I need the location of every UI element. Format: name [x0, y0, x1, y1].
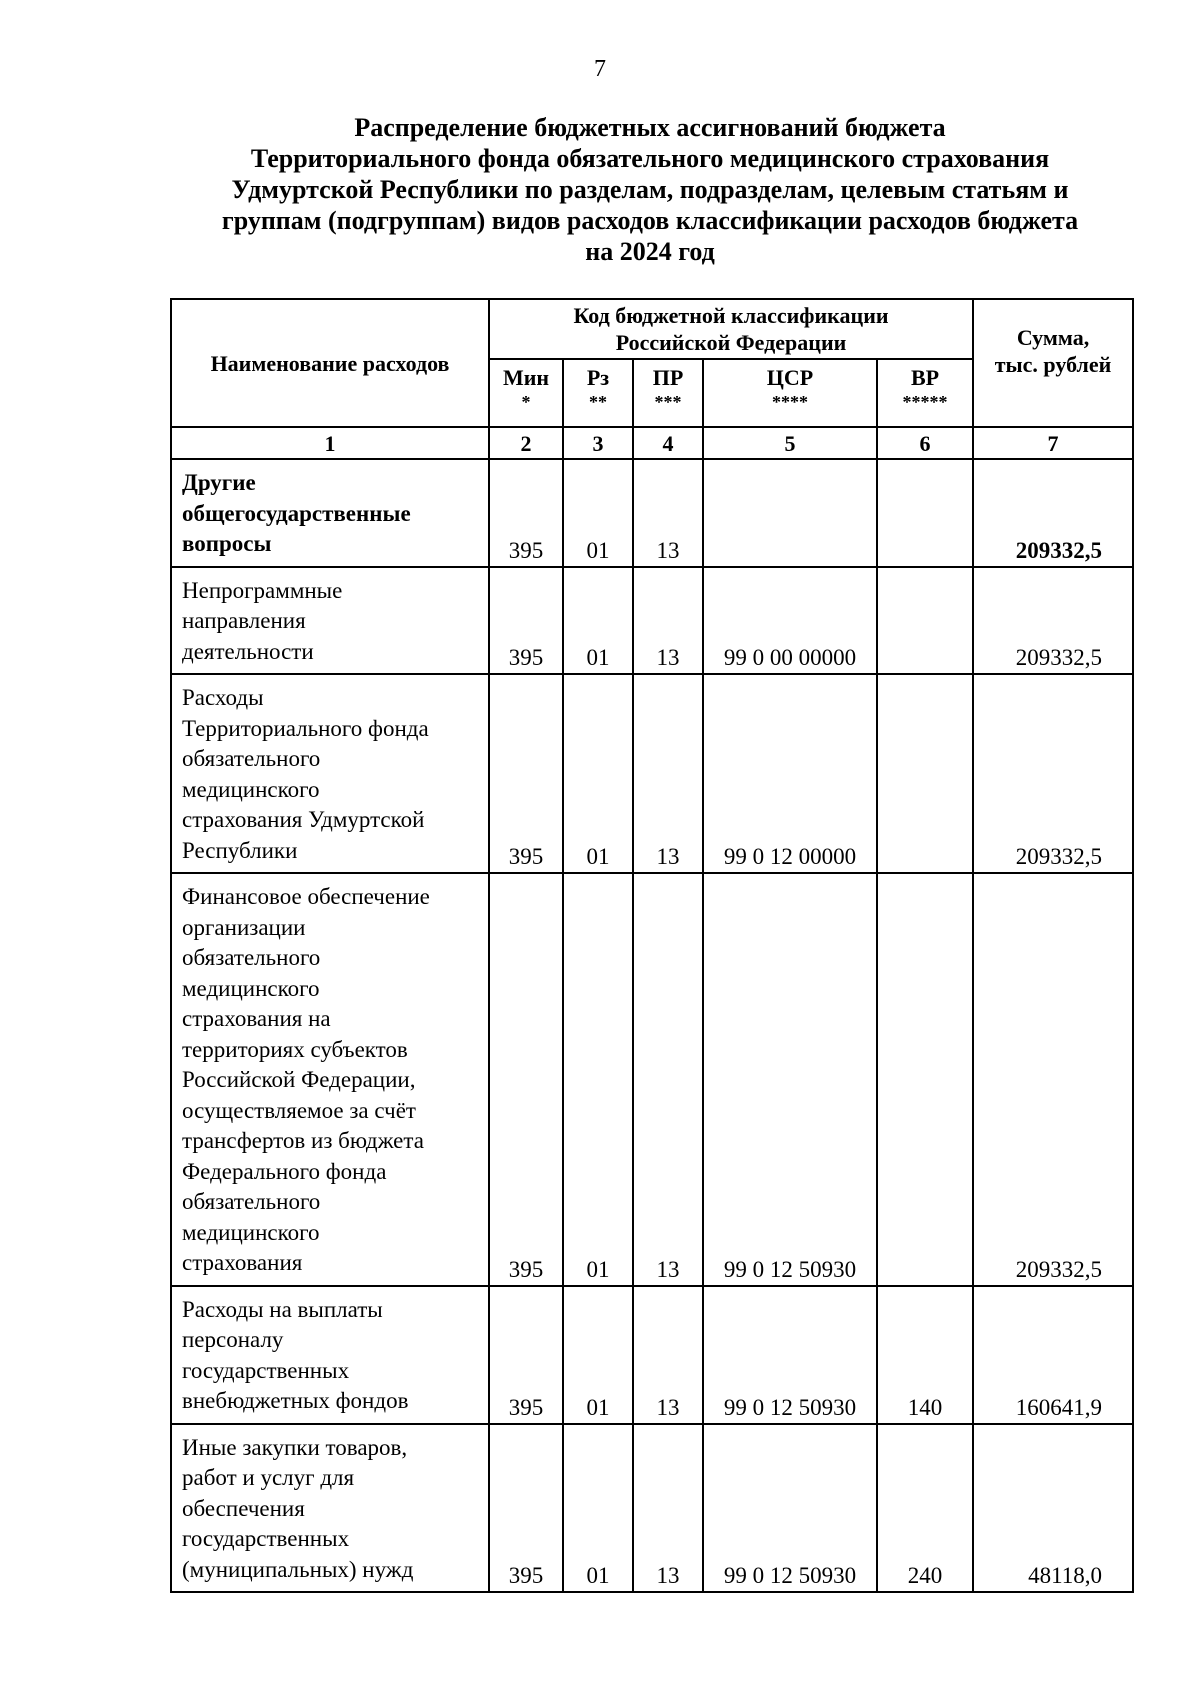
column-number: 4: [633, 427, 703, 459]
expense-name: [171, 567, 489, 675]
code-csr: 99 0 00 00000: [703, 567, 877, 675]
page-number: 7: [594, 56, 606, 82]
column-number: 7: [973, 427, 1133, 459]
expense-name-line: страхования: [182, 1250, 303, 1275]
expense-name-line: общегосударственные: [182, 500, 411, 526]
table-row: [171, 1286, 1133, 1424]
table-row: [171, 1424, 1133, 1593]
expense-name-line: Иные закупки товаров,: [182, 1434, 408, 1460]
column-number: 5: [703, 427, 877, 459]
expense-name-line: вопросы: [182, 531, 272, 556]
expense-name-line: территориях субъектов: [182, 1036, 408, 1062]
expense-name: [171, 459, 489, 567]
amount: 160641,9: [973, 1286, 1133, 1424]
expense-name-line: медицинского: [182, 975, 320, 1001]
header-min: Мин *: [489, 359, 563, 427]
code-pr: 13: [633, 674, 703, 873]
table-row: [171, 674, 1133, 873]
column-number: 1: [171, 427, 489, 459]
code-vr: 240: [877, 1424, 973, 1593]
expense-name-line: медицинского: [182, 776, 320, 802]
amount: 209332,5: [973, 459, 1133, 567]
expense-name-line: Российской Федерации,: [182, 1067, 416, 1092]
code-min: 395: [489, 1286, 563, 1424]
table-row: [171, 567, 1133, 675]
expense-name-line: работ и услуг для: [182, 1465, 355, 1490]
expense-name-line: обязательного: [182, 945, 321, 970]
code-vr: 140: [877, 1286, 973, 1424]
code-rz: 01: [563, 567, 633, 675]
column-number: 6: [877, 427, 973, 459]
expense-name-line: страхования Удмуртской: [182, 807, 425, 832]
expense-name: [171, 873, 489, 1286]
expense-name-line: государственных: [182, 1526, 350, 1551]
expense-name-line: Республики: [182, 837, 298, 863]
code-rz: 01: [563, 674, 633, 873]
amount: 209332,5: [973, 873, 1133, 1286]
title-line: Удмуртской Республики по разделам, подразделам, целевым статьям и: [231, 175, 1069, 204]
code-pr: 13: [633, 1424, 703, 1593]
expense-name-line: осуществляемое за счёт: [182, 1097, 416, 1123]
expense-name-line: трансфертов из бюджета: [182, 1128, 424, 1153]
expense-name-line: Расходы: [182, 685, 264, 710]
column-number: 3: [563, 427, 633, 459]
amount: 209332,5: [973, 674, 1133, 873]
title-line: Распределение бюджетных ассигнований бюджета: [354, 113, 946, 142]
expense-name-line: направления: [182, 608, 306, 633]
header-pr: ПР ***: [633, 359, 703, 427]
table-row: [171, 459, 1133, 567]
expense-name: [171, 1286, 489, 1424]
code-pr: 13: [633, 459, 703, 567]
amount: 209332,5: [973, 567, 1133, 675]
expense-name-line: организации: [182, 914, 306, 940]
expense-name-line: медицинского: [182, 1219, 320, 1245]
code-vr: [877, 567, 973, 675]
expense-name-line: Финансовое обеспечение: [182, 884, 430, 909]
code-min: 395: [489, 674, 563, 873]
title-line: группам (подгруппам) видов расходов классификации расходов бюджета: [221, 206, 1079, 235]
expense-name: [171, 674, 489, 873]
expense-name-line: Расходы на выплаты: [182, 1296, 383, 1322]
code-rz: 01: [563, 1424, 633, 1593]
header-sum: Сумма, тыс. рублей: [973, 299, 1133, 427]
code-pr: 13: [633, 567, 703, 675]
header-rz: Рз **: [563, 359, 633, 427]
expense-name-line: обязательного: [182, 1189, 321, 1214]
expense-name-line: Непрограммные: [182, 577, 343, 603]
header-csr: ЦСР ****: [703, 359, 877, 427]
code-rz: 01: [563, 1286, 633, 1424]
header-code-group: Код бюджетной классификации Российской Федерации: [489, 299, 973, 359]
code-csr: 99 0 12 00000: [703, 674, 877, 873]
header-vr: ВР *****: [877, 359, 973, 427]
code-min: 395: [489, 873, 563, 1286]
code-rz: 01: [563, 459, 633, 567]
expense-name-line: обеспечения: [182, 1495, 305, 1521]
code-csr: 99 0 12 50930: [703, 1286, 877, 1424]
amount: 48118,0: [973, 1424, 1133, 1593]
table-row: [171, 873, 1133, 1286]
code-min: 395: [489, 567, 563, 675]
code-vr: [877, 459, 973, 567]
header-name: Наименование расходов: [171, 299, 489, 427]
column-number-row: [171, 427, 1133, 459]
expense-name-line: страхования на: [182, 1006, 331, 1031]
code-vr: [877, 674, 973, 873]
code-vr: [877, 873, 973, 1286]
document-title: [150, 112, 1150, 267]
title-line: Территориального фонда обязательного медицинского страхования: [250, 144, 1050, 173]
expense-name-line: персоналу: [182, 1327, 284, 1352]
code-pr: 13: [633, 1286, 703, 1424]
expense-name-line: Территориального фонда: [182, 715, 429, 741]
expense-name-line: деятельности: [182, 638, 314, 664]
code-min: 395: [489, 459, 563, 567]
budget-table: [170, 298, 1134, 1593]
expense-name-line: Федерального фонда: [182, 1158, 387, 1184]
expense-name-line: (муниципальных) нужд: [182, 1556, 414, 1582]
code-rz: 01: [563, 873, 633, 1286]
code-csr: [703, 459, 877, 567]
code-min: 395: [489, 1424, 563, 1593]
title-line: на 2024 год: [585, 237, 715, 266]
expense-name-line: государственных: [182, 1357, 350, 1383]
code-csr: 99 0 12 50930: [703, 873, 877, 1286]
expense-name-line: внебюджетных фондов: [182, 1388, 409, 1413]
column-number: 2: [489, 427, 563, 459]
expense-name-line: обязательного: [182, 746, 321, 771]
expense-name: [171, 1424, 489, 1593]
code-csr: 99 0 12 50930: [703, 1424, 877, 1593]
expense-name-line: Другие: [182, 470, 256, 495]
code-pr: 13: [633, 873, 703, 1286]
